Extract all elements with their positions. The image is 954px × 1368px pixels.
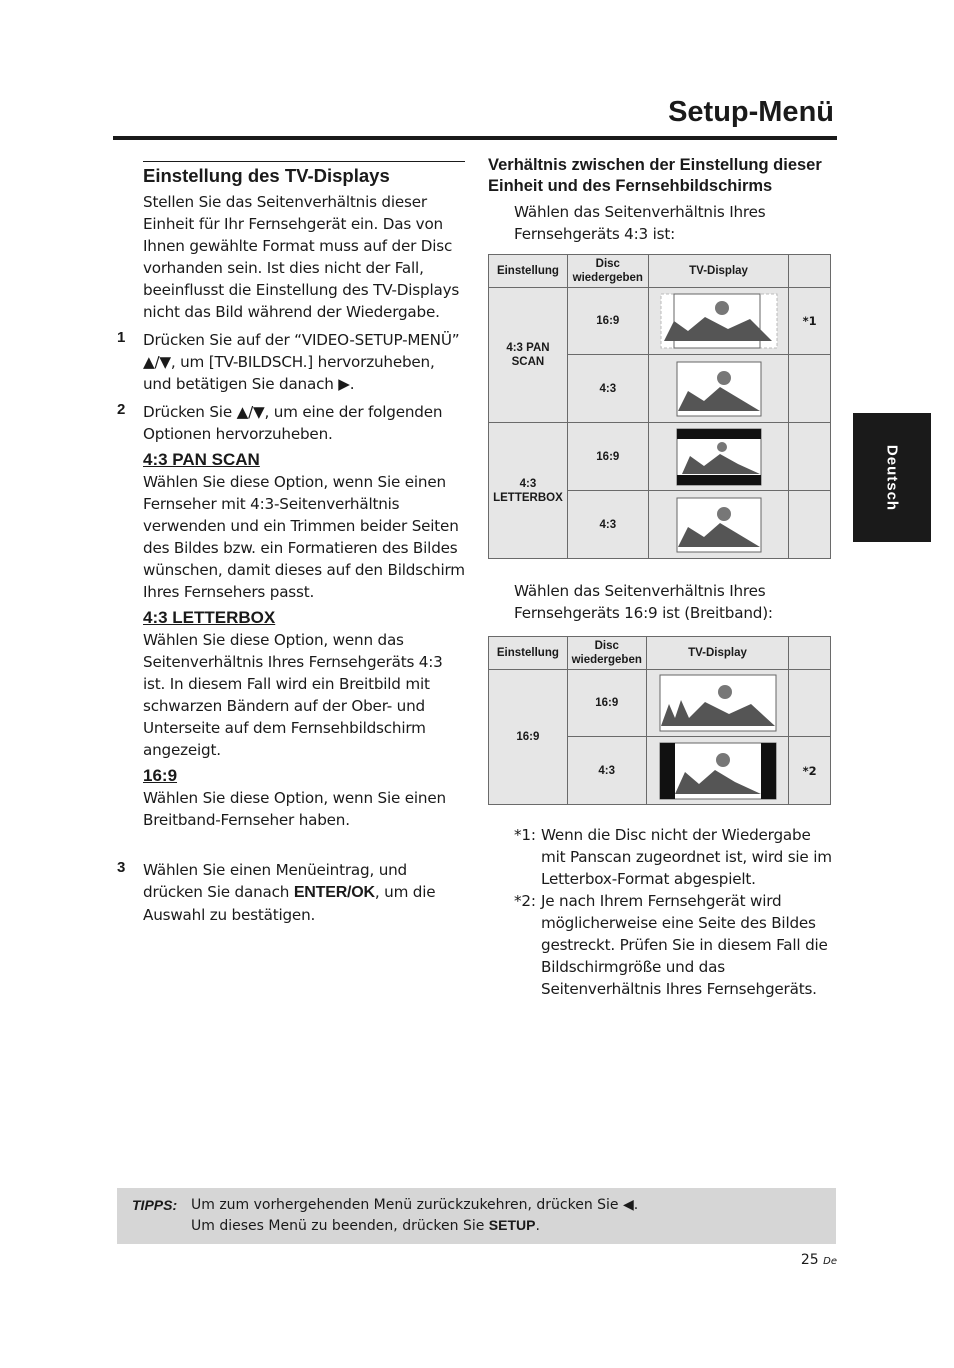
footnote-2 — [488, 890, 834, 1000]
tips-line-2: Um dieses Menü zu beenden, drücken Sie SETUP. — [191, 1217, 540, 1234]
step-text: Drücken Sie ▲/▼, um eine der folgenden Optionen hervorzuheben. — [143, 403, 443, 443]
section-heading: Einstellung des TV-Displays — [143, 165, 390, 186]
option-title-letterbox: 4:3 LETTERBOX — [143, 608, 276, 627]
tv-letterbox-icon — [676, 428, 762, 486]
step-1 — [117, 329, 465, 395]
disc-format: 16:9 — [567, 423, 648, 491]
page-language: De — [823, 1256, 837, 1267]
setting-16-9: 16:9 — [489, 670, 568, 805]
enter-ok-key: ENTER/OK — [293, 884, 375, 901]
step-number: 1 — [117, 329, 126, 346]
footnote-1 — [488, 824, 834, 890]
page-number: 25 De — [800, 1252, 837, 1268]
tv-widescreen-icon — [659, 674, 777, 732]
disc-format: 4:3 — [567, 491, 648, 559]
footnote-mark: *2: — [514, 892, 536, 910]
table-4-3 — [488, 254, 831, 559]
disc-format: 4:3 — [567, 355, 648, 423]
tv-pan-scan-crop-icon — [660, 293, 778, 349]
option-title-pan-scan: 4:3 PAN SCAN — [143, 450, 260, 469]
footnote-mark: *1: — [514, 826, 536, 844]
step-text: Drücken Sie auf der “VIDEO-SETUP-MENÜ” ▲/▼, um [TV-BILDSCH.] hervorzuheben, und betätigen Sie danach ▶. — [143, 331, 460, 393]
tips-label: TIPPS: — [132, 1197, 178, 1213]
step-number: 3 — [117, 859, 126, 876]
col-header-disc: Disc wiedergeben — [567, 637, 646, 670]
option-title-16-9: 16:9 — [143, 766, 178, 785]
disc-format: 4:3 — [567, 737, 646, 805]
footnote-text: Je nach Ihrem Fernsehgerät wird möglicherweise eine Seite des Bildes gestreckt. Prüfen Sie in diesem Fall die Bildschirmgröße und das Seitenverhältnis Ihres Fernsehgeräts. — [541, 892, 828, 998]
col-header-setting: Einstellung — [489, 637, 568, 670]
table-16-9 — [488, 636, 831, 805]
title-rule — [113, 136, 837, 140]
step-2 — [117, 401, 465, 831]
right-heading: Verhältnis zwischen der Einstellung dieser Einheit und des Fernsehbildschirms — [488, 156, 822, 195]
language-tab-label: Deutsch — [883, 444, 901, 511]
section-rule — [143, 161, 465, 162]
right-column — [488, 155, 834, 1000]
setup-key: SETUP — [488, 1217, 536, 1233]
option-text-letterbox: Wählen Sie diese Option, wenn das Seitenverhältnis Ihres Fernsehgeräts 4:3 ist. In diesem Fall wird ein Breitbild mit schwarzen Bändern auf der Ober- und Unterseite auf dem Fernsehbildschirm angezeigt. — [143, 631, 443, 759]
setting-letterbox: 4:3 LETTERBOX — [489, 423, 568, 559]
col-header-tv: TV-Display — [648, 255, 789, 288]
left-column — [117, 161, 465, 926]
page-title: Setup-Menü — [668, 96, 834, 128]
tips-box — [117, 1188, 836, 1244]
text-4-3: Wählen das Seitenverhältnis Ihres Fernsehgeräts 4:3 ist: — [514, 203, 766, 243]
footnote-text: Wenn die Disc nicht der Wiedergabe mit Panscan zugeordnet ist, wird sie im Letterbox-Format abgespielt. — [541, 826, 832, 888]
step-number: 2 — [117, 401, 126, 418]
col-header-setting: Einstellung — [489, 255, 568, 288]
text-16-9: Wählen das Seitenverhältnis Ihres Fernsehgeräts 16:9 ist (Breitband): — [514, 582, 773, 622]
col-header-tv: TV-Display — [646, 637, 789, 670]
setting-pan-scan: 4:3 PAN SCAN — [489, 288, 568, 423]
disc-format: 16:9 — [567, 670, 646, 737]
step-text: Wählen Sie einen Menüeintrag, und drücken Sie danach ENTER/OK, um die Auswahl zu bestätigen. — [143, 861, 436, 924]
tv-4-3-icon — [676, 361, 762, 417]
tv-pillarbox-icon — [659, 742, 777, 800]
col-header-disc: Disc wiedergeben — [567, 255, 648, 288]
option-text-pan-scan: Wählen Sie diese Option, wenn Sie einen Fernseher mit 4:3-Seitenverhältnis verwenden und ein Trimmen beider Seiten des Bildes bzw. ein Formatieren des Bildes wünschen, damit dieses auf den Bildschirm Ihres Fernsehers passt. — [143, 473, 465, 601]
disc-format: 16:9 — [567, 288, 648, 355]
note-mark: *1 — [789, 288, 831, 355]
step-3 — [117, 859, 465, 926]
note-mark: *2 — [789, 737, 831, 805]
tv-4-3-icon — [676, 497, 762, 553]
language-tab — [853, 413, 931, 542]
option-text-16-9: Wählen Sie diese Option, wenn Sie einen Breitband-Fernseher haben. — [143, 789, 446, 829]
intro-text: Stellen Sie das Seitenverhältnis dieser Einheit für Ihr Fernsehgerät ein. Das von Ihnen gewählte Format muss auf der Disc vorhanden sein. Ist dies nicht der Fall, beeinflusst die Einstellung des TV-Displays nicht das Bild während der Wiedergabe. — [143, 193, 460, 321]
tips-line-1: Um zum vorhergehenden Menü zurückzukehren, drücken Sie ◀. — [191, 1197, 639, 1213]
